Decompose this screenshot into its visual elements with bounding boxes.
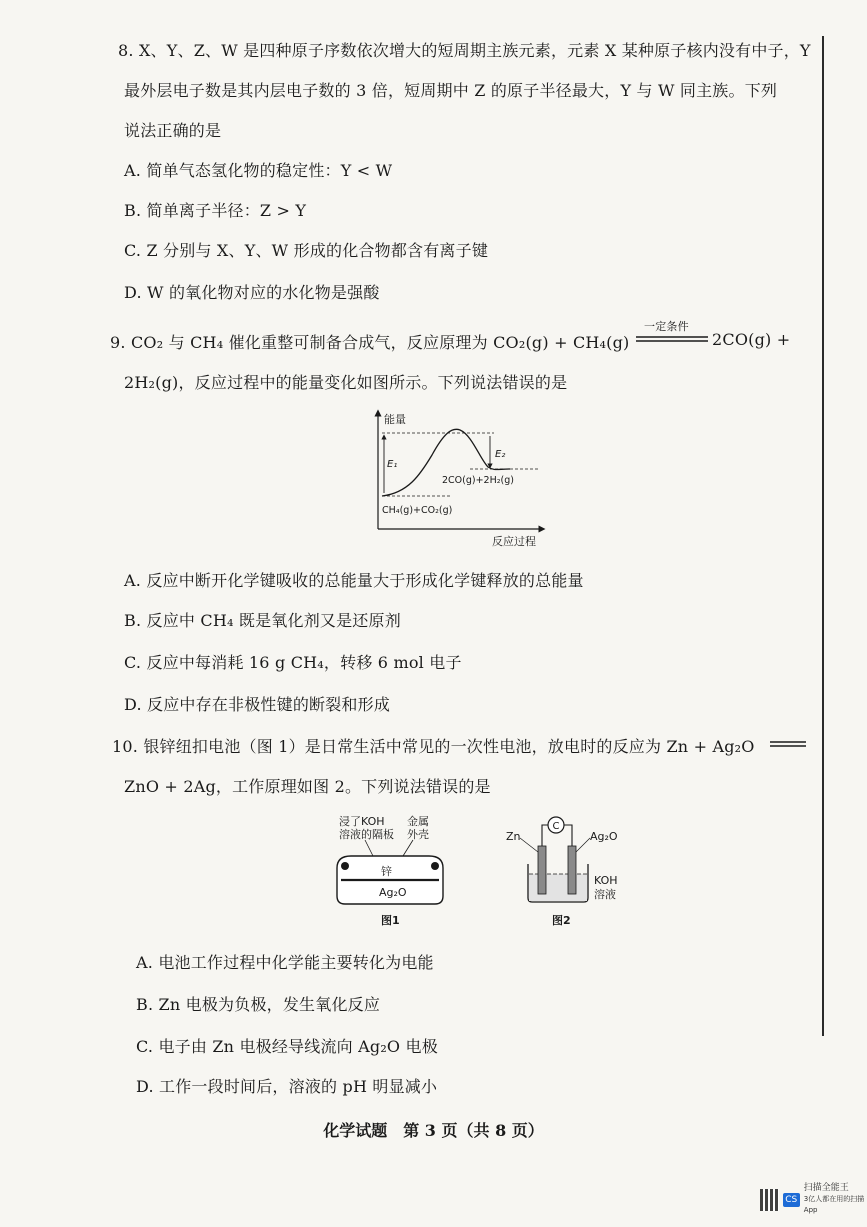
solution-label: 溶液 bbox=[594, 888, 616, 901]
shell-label-2: 外壳 bbox=[407, 828, 429, 841]
page-footer: 化学试题 第 3 页（共 8 页） bbox=[323, 1121, 544, 1140]
scanner-badge-subtitle: 3亿人都在用的扫描App bbox=[803, 1195, 865, 1214]
q9-option-b: B. 反应中 CH₄ 既是氧化剂又是还原剂 bbox=[124, 611, 401, 630]
x-axis-label: 反应过程 bbox=[492, 535, 536, 548]
seal-left-icon bbox=[341, 862, 349, 870]
q10-stem-line1: 10. 银锌纽扣电池（图 1）是日常生活中常见的一次性电池，放电时的反应为 Zn + Ag₂O bbox=[112, 737, 755, 756]
q10-option-d: D. 工作一段时间后，溶液的 pH 明显减小 bbox=[136, 1077, 438, 1096]
q9-stem-line2: 2H₂(g)，反应过程中的能量变化如图所示。下列说法错误的是 bbox=[124, 373, 568, 392]
separator-label-2: 溶液的隔板 bbox=[339, 828, 394, 841]
zn-electrode bbox=[538, 846, 546, 894]
reactants-label: CH₄(g)+CO₂(g) bbox=[382, 505, 453, 516]
separator-label-1: 浸了KOH bbox=[339, 815, 385, 828]
fig2-caption: 图2 bbox=[552, 914, 571, 927]
q9-stem-line1a: 9. CO₂ 与 CH₄ 催化重整可制备合成气，反应原理为 CO₂(g) + CH₄(g) bbox=[110, 333, 630, 352]
zn-label: Zn bbox=[506, 830, 521, 843]
zinc-label: 锌 bbox=[381, 865, 392, 878]
q8-stem-line1: 8. X、Y、Z、W 是四种原子序数依次增大的短周期主族元素，元素 X 某种原子核内没有中子，Y bbox=[118, 41, 811, 60]
scanner-badge bbox=[760, 1183, 867, 1216]
koh-label: KOH bbox=[594, 874, 618, 887]
q8-option-a: A. 简单气态氢化物的稳定性：Y < W bbox=[124, 161, 393, 180]
q9-option-c: C. 反应中每消耗 16 g CH₄，转移 6 mol 电子 bbox=[124, 653, 462, 672]
camscanner-logo-icon: CS bbox=[783, 1193, 800, 1207]
q8-option-d: D. W 的氧化物对应的水化物是强酸 bbox=[124, 283, 380, 302]
ag2o-electrode-label: Ag₂O bbox=[590, 830, 618, 843]
q10-option-a: A. 电池工作过程中化学能主要转化为电能 bbox=[136, 953, 434, 972]
products-label: 2CO(g)+2H₂(g) bbox=[442, 475, 514, 486]
seal-right-icon bbox=[431, 862, 439, 870]
y-axis-label: 能量 bbox=[384, 413, 406, 426]
fig1-caption: 图1 bbox=[381, 914, 400, 927]
meter-label: C bbox=[552, 821, 560, 832]
shell-label-1: 金属 bbox=[407, 815, 429, 828]
q8-stem-line2: 最外层电子数是其内层电子数的 3 倍，短周期中 Z 的原子半径最大，Y 与 W 同主族。下列 bbox=[124, 81, 778, 100]
qr-code-icon bbox=[760, 1189, 779, 1211]
q9-stem-line1b: 2CO(g) + bbox=[712, 330, 791, 349]
q10-option-b: B. Zn 电极为负极，发生氧化反应 bbox=[136, 995, 381, 1014]
e2-label: E₂ bbox=[495, 449, 506, 460]
e1-label: E₁ bbox=[387, 459, 398, 470]
q9-option-a: A. 反应中断开化学键吸收的总能量大于形成化学键释放的总能量 bbox=[124, 571, 584, 590]
q8-option-b: B. 简单离子半径：Z > Y bbox=[124, 201, 307, 220]
scanner-badge-title: 扫描全能王 bbox=[803, 1183, 849, 1193]
scanner-badge-text bbox=[804, 1183, 867, 1216]
page-edge-line bbox=[822, 36, 824, 1036]
ag2o-electrode bbox=[568, 846, 576, 894]
q8-stem-line3: 说法正确的是 bbox=[124, 121, 222, 140]
reaction-equals-icon bbox=[770, 739, 806, 749]
q10-stem-line2: ZnO + 2Ag，工作原理如图 2。下列说法错误的是 bbox=[124, 777, 491, 796]
q9-condition-label: 一定条件 bbox=[644, 320, 689, 333]
ag2o-label: Ag₂O bbox=[379, 886, 407, 899]
q10-option-c: C. 电子由 Zn 电极经导线流向 Ag₂O 电极 bbox=[136, 1037, 438, 1056]
equilibrium-arrow-icon bbox=[636, 334, 708, 344]
energy-diagram bbox=[360, 405, 550, 550]
button-cell-figure bbox=[325, 812, 455, 932]
galvanic-cell-figure bbox=[500, 812, 640, 932]
q8-option-c: C. Z 分别与 X、Y、W 形成的化合物都含有离子键 bbox=[124, 241, 489, 260]
q9-option-d: D. 反应中存在非极性键的断裂和形成 bbox=[124, 695, 391, 714]
